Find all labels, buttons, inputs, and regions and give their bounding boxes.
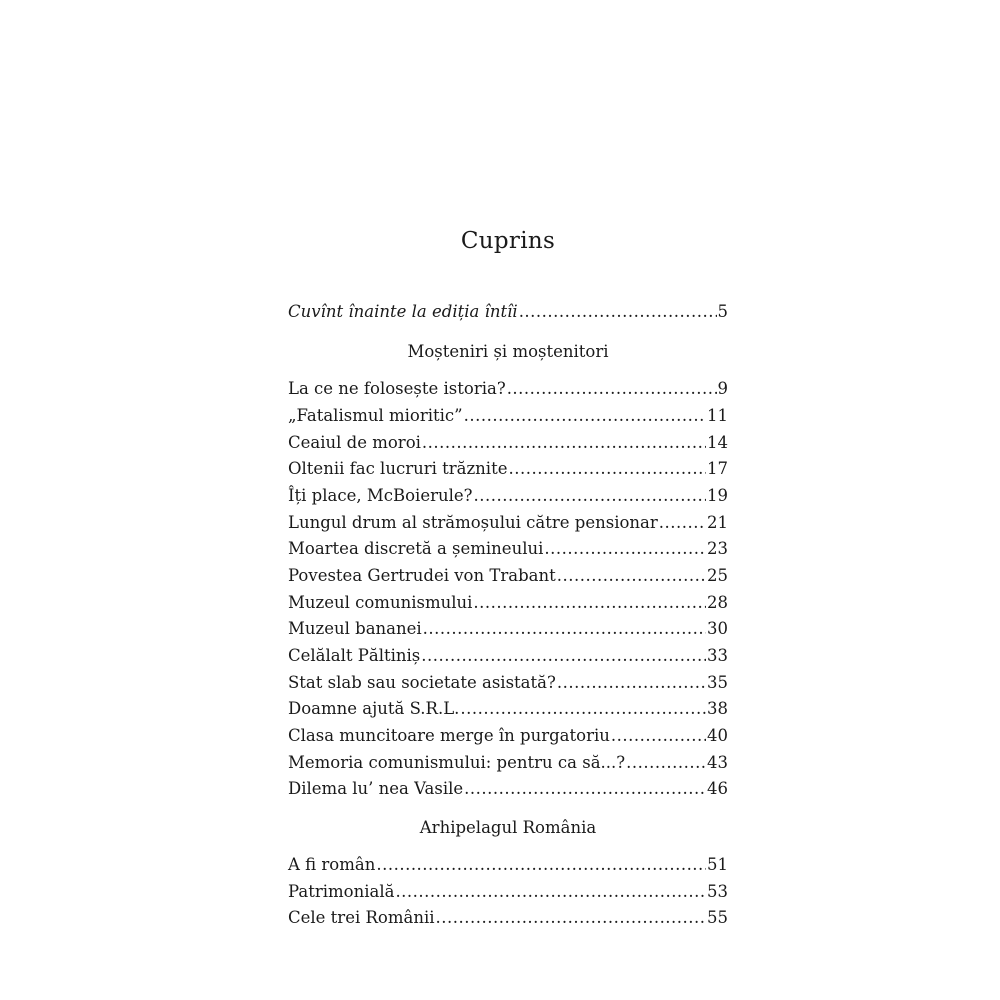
toc-entry (288, 617, 728, 641)
dot-leader (557, 671, 706, 695)
toc-entry-page: 53 (707, 882, 728, 901)
toc-entry-title: Povestea Gertrudei von Trabant (288, 566, 556, 585)
toc-entry (288, 880, 728, 904)
dot-leader (464, 777, 706, 801)
toc-entry-title: Memoria comunismului: pentru ca să...? (288, 753, 626, 772)
dot-leader (376, 853, 706, 877)
section-heading: Moșteniri și moștenitori (407, 342, 609, 361)
toc-entry (288, 377, 728, 401)
toc-entry-title: A fi român (288, 855, 376, 874)
toc-entry-foreword (288, 300, 728, 324)
dot-leader (460, 697, 706, 721)
toc-entry (288, 671, 728, 695)
toc-entry-title: Cele trei Românii (288, 908, 435, 927)
page-title: Cuprins (460, 228, 556, 254)
dot-leader (508, 457, 706, 481)
toc-entry-page: 9 (717, 379, 728, 398)
toc-entry-title: Doamne ajută S.R.L. (288, 699, 460, 718)
toc-entry-page: 5 (717, 302, 728, 321)
toc-entry (288, 431, 728, 455)
dot-leader (473, 591, 706, 615)
dot-leader (611, 724, 706, 748)
toc-entry-title: La ce ne folosește istoria? (288, 379, 506, 398)
toc-entry-page: 14 (707, 433, 728, 452)
toc-entry-title: Muzeul bananei (288, 619, 422, 638)
toc-entry-title: Celălalt Păltiniș (288, 646, 421, 665)
toc-entry-title: Oltenii fac lucruri trăznite (288, 459, 508, 478)
toc-entry-title: Cuvînt înainte la ediția întîi (288, 302, 518, 321)
toc-entry-page: 51 (707, 855, 728, 874)
toc-entry-page: 55 (707, 908, 728, 927)
dot-leader (421, 644, 706, 668)
toc-entry-title: Moartea discretă a șemineului (288, 539, 544, 558)
toc-entry (288, 537, 728, 561)
dot-leader (464, 404, 706, 428)
toc-entry (288, 906, 728, 930)
dot-leader (557, 564, 706, 588)
toc-entry (288, 777, 728, 801)
dot-leader (423, 617, 706, 641)
toc-entry-page: 35 (707, 673, 728, 692)
toc-entry-page: 25 (707, 566, 728, 585)
toc-entry-page: 28 (707, 593, 728, 612)
toc-entry-title: Dilema lu’ nea Vasile (288, 779, 464, 798)
toc-entry-page: 30 (707, 619, 728, 638)
toc-entry (288, 404, 728, 428)
toc-entry (288, 724, 728, 748)
dot-leader (436, 906, 706, 930)
dot-leader (473, 484, 706, 508)
toc-entry-title: Clasa muncitoare merge în purgatoriu (288, 726, 610, 745)
toc-entry-page: 40 (707, 726, 728, 745)
toc-entry (288, 511, 728, 535)
toc-entry (288, 591, 728, 615)
toc-entry-title: „Fatalismul mioritic” (288, 406, 463, 425)
toc-entry-title: Patrimonială (288, 882, 395, 901)
toc-entry (288, 853, 728, 877)
toc-entry-page: 46 (707, 779, 728, 798)
toc-entry-page: 43 (707, 753, 728, 772)
toc-entry-page: 21 (707, 513, 728, 532)
toc-entry-page: 38 (707, 699, 728, 718)
toc-entry (288, 484, 728, 508)
toc-entry-page: 17 (707, 459, 728, 478)
toc-entry (288, 457, 728, 481)
toc-entry-title: Ceaiul de moroi (288, 433, 421, 452)
toc-entry-page: 23 (707, 539, 728, 558)
dot-leader (626, 751, 706, 775)
dot-leader (519, 300, 717, 324)
section-heading: Arhipelagul România (419, 818, 597, 837)
toc-entry-title: Îți place, McBoierule? (288, 486, 473, 505)
toc-entry (288, 697, 728, 721)
toc-entry-page: 19 (707, 486, 728, 505)
dot-leader (395, 880, 706, 904)
toc-entry-title: Lungul drum al strămoșului către pensionar (288, 513, 658, 532)
toc-entry-page: 11 (707, 406, 728, 425)
dot-leader (422, 431, 706, 455)
toc-entry (288, 564, 728, 588)
dot-leader (544, 537, 706, 561)
toc-entry-page: 33 (707, 646, 728, 665)
toc-entry-title: Muzeul comunismului (288, 593, 473, 612)
toc-entry (288, 751, 728, 775)
toc-entry-title: Stat slab sau societate asistată? (288, 673, 556, 692)
toc-entry (288, 644, 728, 668)
dot-leader (507, 377, 717, 401)
dot-leader (659, 511, 706, 535)
